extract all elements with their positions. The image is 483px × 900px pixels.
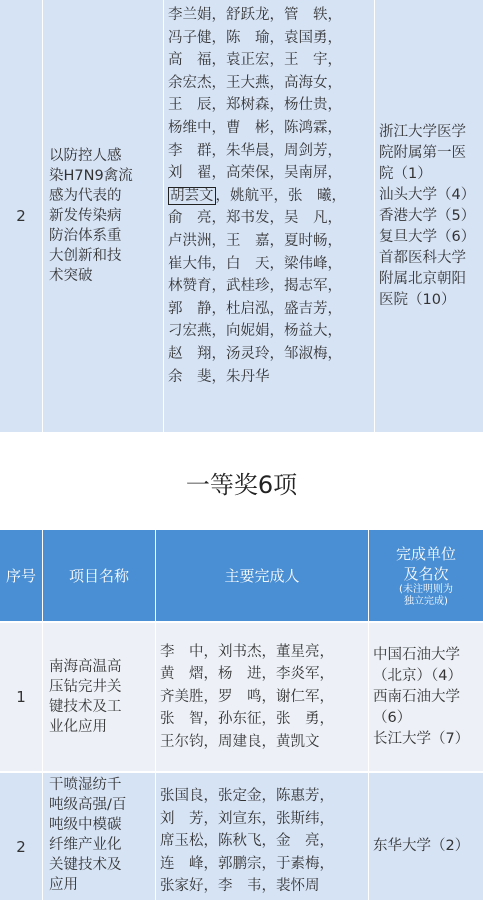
main-contributors: 李兰娟，舒跃龙，管 轶， 冯子健，陈 瑜，袁国勇， 高 福，袁正宏，王 宇， 余宏杰，王大燕，高海女， 王 辰，郑树森，杨仕贵， 杨维中，曹 彬，陈鸿霖， 李 群，朱华晨，周剑芳， 刘 翟，高荣保，吴南屏， 胡芸文 ，姚航平，张 曦， 俞 亮，郑书发，吴 凡， 卢洪洲，王 嘉，夏时畅， 崔大伟，白 天，梁伟峰， 林赞育，武桂珍，揭志军， 郭 静，杜启泓，盛吉芳， 刁宏燕，向妮娟，杨益大， 赵 翔，汤灵玲，邹淑梅， 余 斐，朱丹华 [164, 0, 375, 433]
completing-units: 东华大学（2） [369, 772, 483, 900]
project-name: 以防控人感 染H7N9禽流 感为代表的 新发传染病 防治体系重 大创新和技 术突破 [43, 0, 164, 433]
main-contributors: 张国良，张定金，陈惠芳， 刘 芳，刘宣东，张斯纬， 席玉松，陈秋飞，金 亮， 连 峰，郭鹏宗，于素梅， 张家好，李 韦，裴怀周 [156, 772, 369, 900]
row-number: 2 [0, 0, 43, 433]
main-contributors: 李 中，刘书杰，董星亮， 黄 熠，杨 进，李炎军， 齐美胜，罗 鸣，谢仁军， 张 智，孙东征，张 勇， 王尔钧，周建良，黄凯文 [156, 622, 369, 772]
table-header [0, 530, 483, 622]
completing-units: 中国石油大学 （北京）（4） 西南石油大学 （6） 长江大学（7） [369, 622, 483, 772]
project-name: 南海高温高 压钻完井关 键技术及工 业化应用 [43, 622, 156, 772]
row-number: 2 [0, 772, 43, 900]
completing-units: 浙江大学医学 院附属第一医 院（1） 汕头大学（4） 香港大学（5） 复旦大学（6） 首都医科大学 附属北京朝阳 医院（10） [375, 0, 483, 433]
header-project-name: 项目名称 [43, 530, 156, 622]
row-number: 1 [0, 622, 43, 772]
header-no: 序号 [0, 530, 43, 622]
header-main-contributors: 主要完成人 [156, 530, 369, 622]
award-table-top [0, 0, 483, 434]
award-table-first-prize [0, 530, 483, 900]
section-title: 一等奖6项 [185, 470, 298, 499]
table-row [0, 622, 483, 772]
table-row [0, 772, 483, 900]
highlighted-name: 胡芸文 [170, 187, 214, 204]
header-completing-units: 完成单位 及名次 (未注明则为 独立完成) [369, 530, 483, 622]
table-row [0, 0, 483, 433]
project-name: 干喷湿纺千 吨级高强/百 吨级中模碳 纤维产业化 关键技术及 应用 [43, 772, 156, 900]
